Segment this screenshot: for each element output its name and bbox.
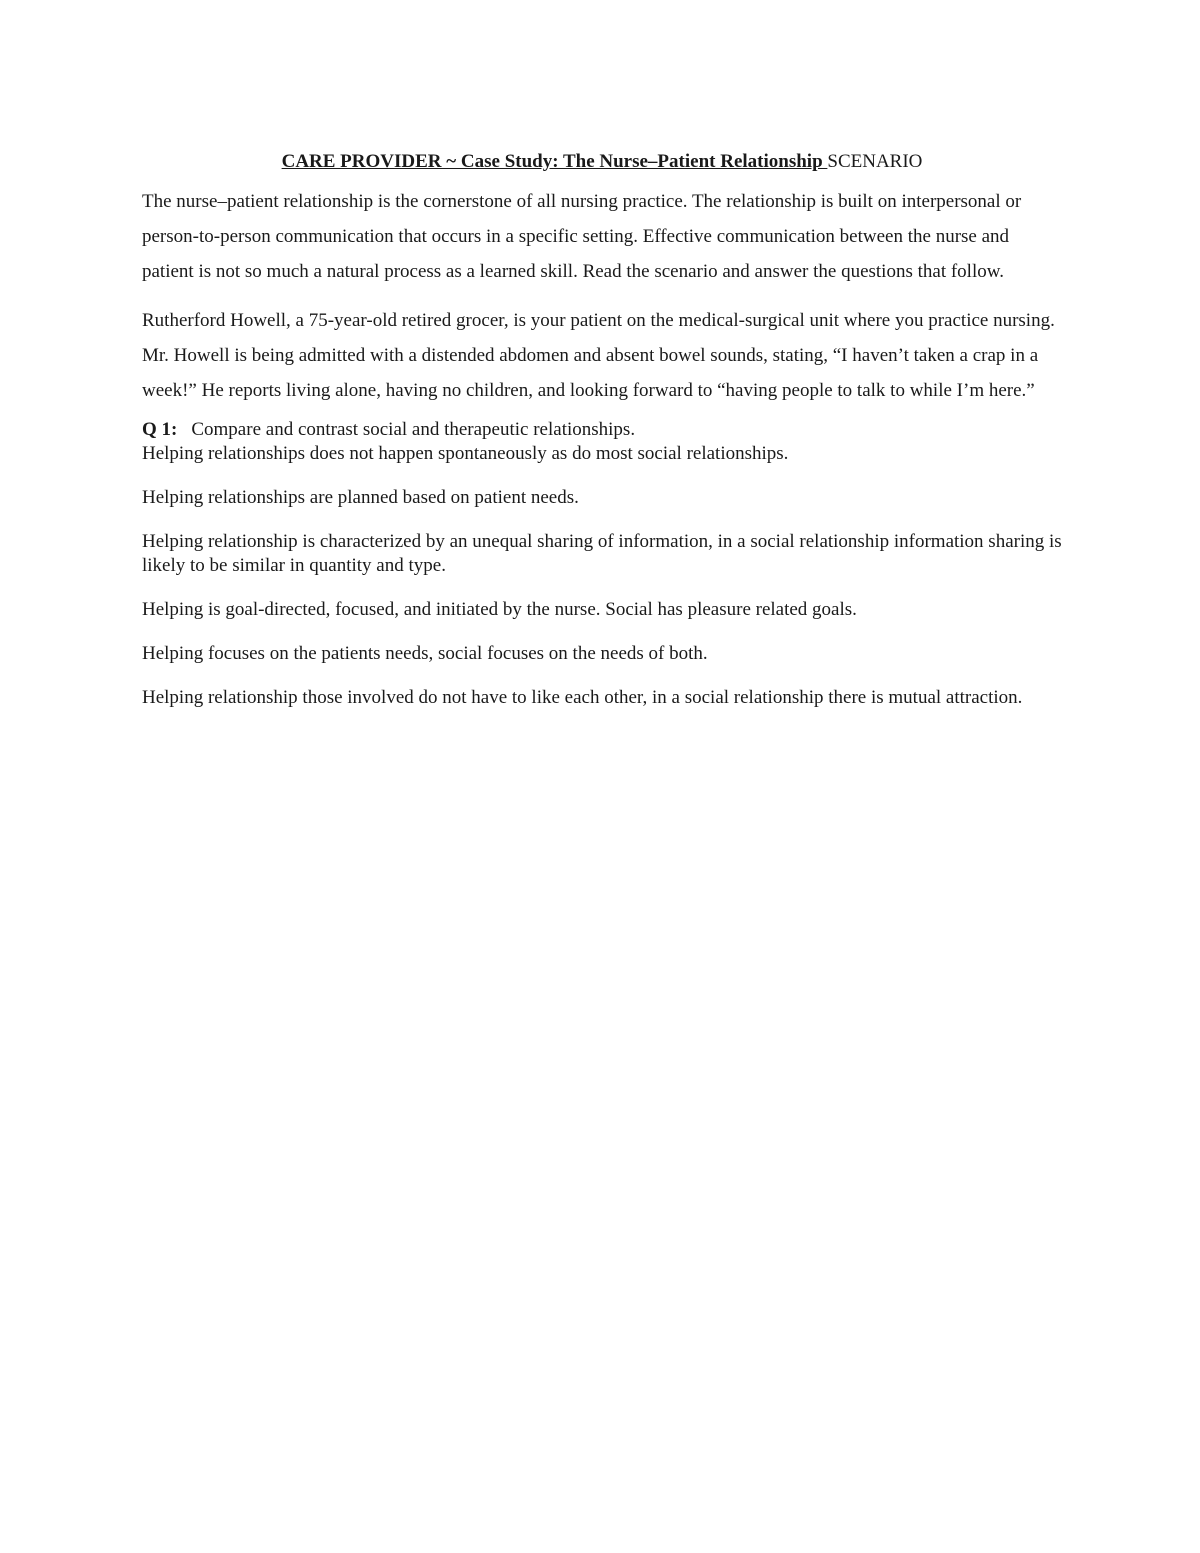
answer-item: Helping relationship is characterized by an unequal sharing of information, in a social relationship information sharing is likely to be similar in quantity and type. — [142, 531, 1062, 576]
answer-item: Helping relationships are planned based on patient needs. — [142, 487, 579, 508]
answer-item: Helping focuses on the patients needs, social focuses on the needs of both. — [142, 643, 708, 664]
scenario-paragraph: Rutherford Howell, a 75-year-old retired grocer, is your patient on the medical-surgical unit where you practice nursing. Mr. Howell is being admitted with a distended abdomen and absent bowel sounds, stating, “I haven’t taken a crap in a week!” He reports living alone, having no children, and looking forward to “having people to talk to while I’m here.” — [142, 310, 1055, 401]
title-bold-part: CARE PROVIDER ~ Case Study: The Nurse–Patient Relationship — [281, 151, 828, 172]
answer-item: Helping is goal-directed, focused, and initiated by the nurse. Social has pleasure related goals. — [142, 599, 857, 620]
answer-item: Helping relationship those involved do not have to like each other, in a social relationship there is mutual attraction. — [142, 687, 1023, 708]
question-1 — [142, 418, 1062, 442]
answer-item: Helping relationships does not happen spontaneously as do most social relationships. — [142, 443, 789, 464]
intro-paragraph: The nurse–patient relationship is the cornerstone of all nursing practice. The relationship is built on interpersonal or person-to-person communication that occurs in a specific setting. Effective communication between the nurse and patient is not so much a natural process as a learned skill. Read the scenario and answer the questions that follow. — [142, 191, 1022, 282]
title-tail: SCENARIO — [827, 151, 923, 172]
answer-list — [142, 442, 1062, 710]
document-page — [142, 148, 1062, 730]
question-label: Q 1: — [142, 419, 178, 440]
document-title — [142, 148, 1062, 176]
question-text: Compare and contrast social and therapeutic relationships. — [191, 419, 636, 440]
